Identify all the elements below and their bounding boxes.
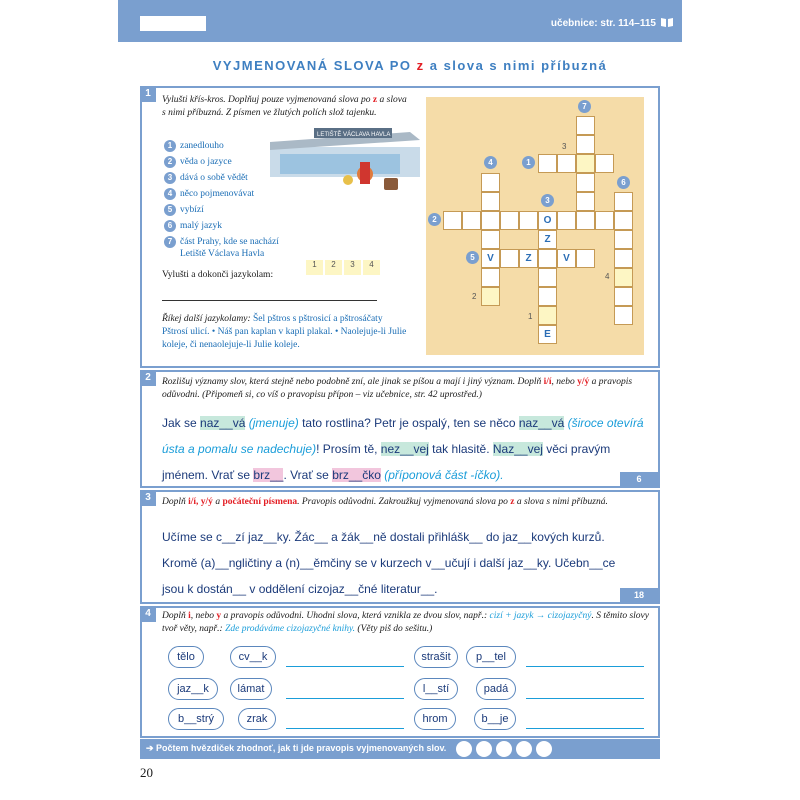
word-pill[interactable]: tělo — [168, 646, 204, 668]
tongue-twisters: Říkej další jazykolamy: Šel pštros s pštrosicí a pštrosáčaty Pštrosí ulicí. • Náš pan kaplan v kapli plakal. • Naolejuje-li Julie koleje, či nenaolejuje-li Julie koleje. — [162, 314, 407, 350]
clue-7-continued: Letiště Václava Havla — [180, 249, 265, 259]
clue-6: 6 malý jazyk — [164, 220, 222, 232]
exercise-4: 4 Doplň i, nebo y a pravopis odůvodni. Uhodni slova, která vznikla ze dvou slov, např.: cizí + jazyk → cizojazyčný. S těmito slovy tvoř věty, např.: Zde prodáváme cizojazyčné knihy. (Věty piš do sešitu.) tělo cv__k strašit p__tel jaz__k lámat l__stí padá b__strý zrak hrom b__je — [140, 606, 660, 738]
clue-4: 4 něco pojmenovávat — [164, 188, 254, 200]
header-label-box — [140, 16, 206, 31]
book-icon — [660, 17, 674, 28]
clue-2: 2 věda o jazyce — [164, 156, 232, 168]
answer-line[interactable] — [526, 698, 644, 699]
points-badge: 18 — [620, 588, 658, 602]
solution-boxes[interactable]: 1 2 3 4 — [306, 260, 380, 275]
exercise-2-instructions: Rozlišuj významy slov, která stejně nebo podobně zní, ale jinak se píšou a mají i jiný význam. Doplň i/í, nebo y/ý a pravopis odůvodni. (Připomeň si, co víš o pravopisu přípon – viz učebnice, str. 42 uprostřed.) — [162, 377, 633, 400]
exercise-number: 1 — [140, 86, 156, 102]
airport-illustration — [270, 112, 420, 202]
word-pill[interactable]: p__tel — [466, 646, 516, 668]
word-pill[interactable]: b__je — [474, 708, 516, 730]
exercise-3-text[interactable]: Učíme se c__zí jaz__ky. Žác__ a žák__ně dostali přihlášk__ do jaz__kových kurzů. Kromě (a)__ngličtiny a (n)__ěmčiny se v kurzech v__učují i další jaz__ky. Učebn__ce jsou k dostán__ v oddělení cizojaz__čné literatur__. — [162, 530, 616, 596]
rating-circle[interactable] — [496, 741, 512, 757]
points-badge: 6 — [620, 472, 658, 486]
word-pill[interactable]: lámat — [230, 678, 272, 700]
clue-3: 3 dává o sobě vědět — [164, 172, 248, 184]
answer-line[interactable] — [526, 666, 644, 667]
solve-label: Vylušti a dokonči jazykolam: — [162, 270, 274, 280]
word-pill[interactable]: hrom — [414, 708, 456, 730]
word-pill[interactable]: b__strý — [168, 708, 224, 730]
exercise-3-instructions: Doplň i/í, y/ý a počáteční písmena. Pravopis odůvodni. Zakroužkuj vyjmenovaná slova po z a slova s nimi příbuzná. — [162, 497, 608, 507]
word-pill[interactable]: jaz__k — [168, 678, 218, 700]
answer-line[interactable] — [162, 300, 377, 301]
page-number: 20 — [140, 765, 153, 780]
clue-1: 1 zanedlouho — [164, 140, 224, 152]
word-pill[interactable]: zrak — [238, 708, 276, 730]
clue-5: 5 vybízí — [164, 204, 204, 216]
exercise-4-instructions: Doplň i, nebo y a pravopis odůvodni. Uhodni slova, která vznikla ze dvou slov, např.: cizí + jazyk → cizojazyčný. S těmito slovy tvoř věty, např.: Zde prodáváme cizojazyčné knihy. (Věty piš do sešitu.) — [162, 611, 649, 634]
header-bar — [118, 0, 682, 42]
word-pill[interactable]: l__stí — [414, 678, 458, 700]
word-pill[interactable]: strašit — [414, 646, 458, 668]
rating-circle[interactable] — [456, 741, 472, 757]
word-pill[interactable]: cv__k — [230, 646, 276, 668]
exercise-2: 2 Rozlišuj významy slov, která stejně nebo podobně zní, ale jinak se píšou a mají i jiný význam. Doplň i/í, nebo y/ý a pravopis odůvodni. (Připomeň si, co víš o pravopisu přípon – viz učebnice, str. 42 uprostřed.) Jak se naz__vá (jmenuje) tato rostlina? Petr je ospalý, ten se něco naz__vá (široce otevírá ústa a pomalu se nadechuje)! Prosím tě, nez__vej tak hlasitě. Naz__vej věci pravým jménem. Vrať se brz__. Vrať se brz__čko (příponová část -íčko). 6 — [140, 370, 660, 488]
rating-circle[interactable] — [536, 741, 552, 757]
word-pill[interactable]: padá — [476, 678, 516, 700]
exercise-2-text: Jak se naz__vá (jmenuje) tato rostlina? Petr je ospalý, ten se něco naz__vá (široce otevírá ústa a pomalu se nadechuje)! Prosím tě, nez__vej tak hlasitě. Naz__vej věci pravým jménem. Vrať se brz__. Vrať se brz__čko (příponová část -íčko). — [162, 416, 644, 482]
answer-line[interactable] — [286, 666, 404, 667]
exercise-3: 3 Doplň i/í, y/ý a počáteční písmena. Pravopis odůvodni. Zakroužkuj vyjmenovaná slova po z a slova s nimi příbuzná. Učíme se c__zí jaz__ky. Žác__ a žák__ně dostali přihlášk__ do jaz__kových kurzů. Kromě (a)__ngličtiny a (n)__ěmčiny se v kurzech v__učují i další jaz__ky. Učebn__ce jsou k dostán__ v oddělení cizojaz__čné literatur__. 18 — [140, 490, 660, 604]
rating-circle[interactable] — [476, 741, 492, 757]
svg-text:LETIŠTĚ VÁCLAVA HAVLA: LETIŠTĚ VÁCLAVA HAVLA — [317, 132, 391, 138]
answer-line[interactable] — [286, 698, 404, 699]
answer-line[interactable] — [526, 728, 644, 729]
answer-line[interactable] — [286, 728, 404, 729]
page-title: VYJMENOVANÁ SLOVA PO z a slova s nimi příbuzná — [212, 58, 608, 73]
rating-circle[interactable] — [516, 741, 532, 757]
textbook-reference: učebnice: str. 114–115 — [550, 18, 656, 29]
clue-7: 7 část Prahy, kde se nachází — [164, 236, 279, 248]
exercise-1-instructions: Vylušti křís-kros. Doplňuj pouze vyjmenovaná slova po z a slova s nimi příbuzná. Z písmen ve žlutých polích slož tajenku. — [162, 95, 407, 118]
self-assessment-bar — [140, 739, 660, 759]
self-assessment-text: ➔ Počtem hvězdiček zhodnoť, jak ti jde pravopis vyjmenovaných slov. — [146, 743, 447, 753]
